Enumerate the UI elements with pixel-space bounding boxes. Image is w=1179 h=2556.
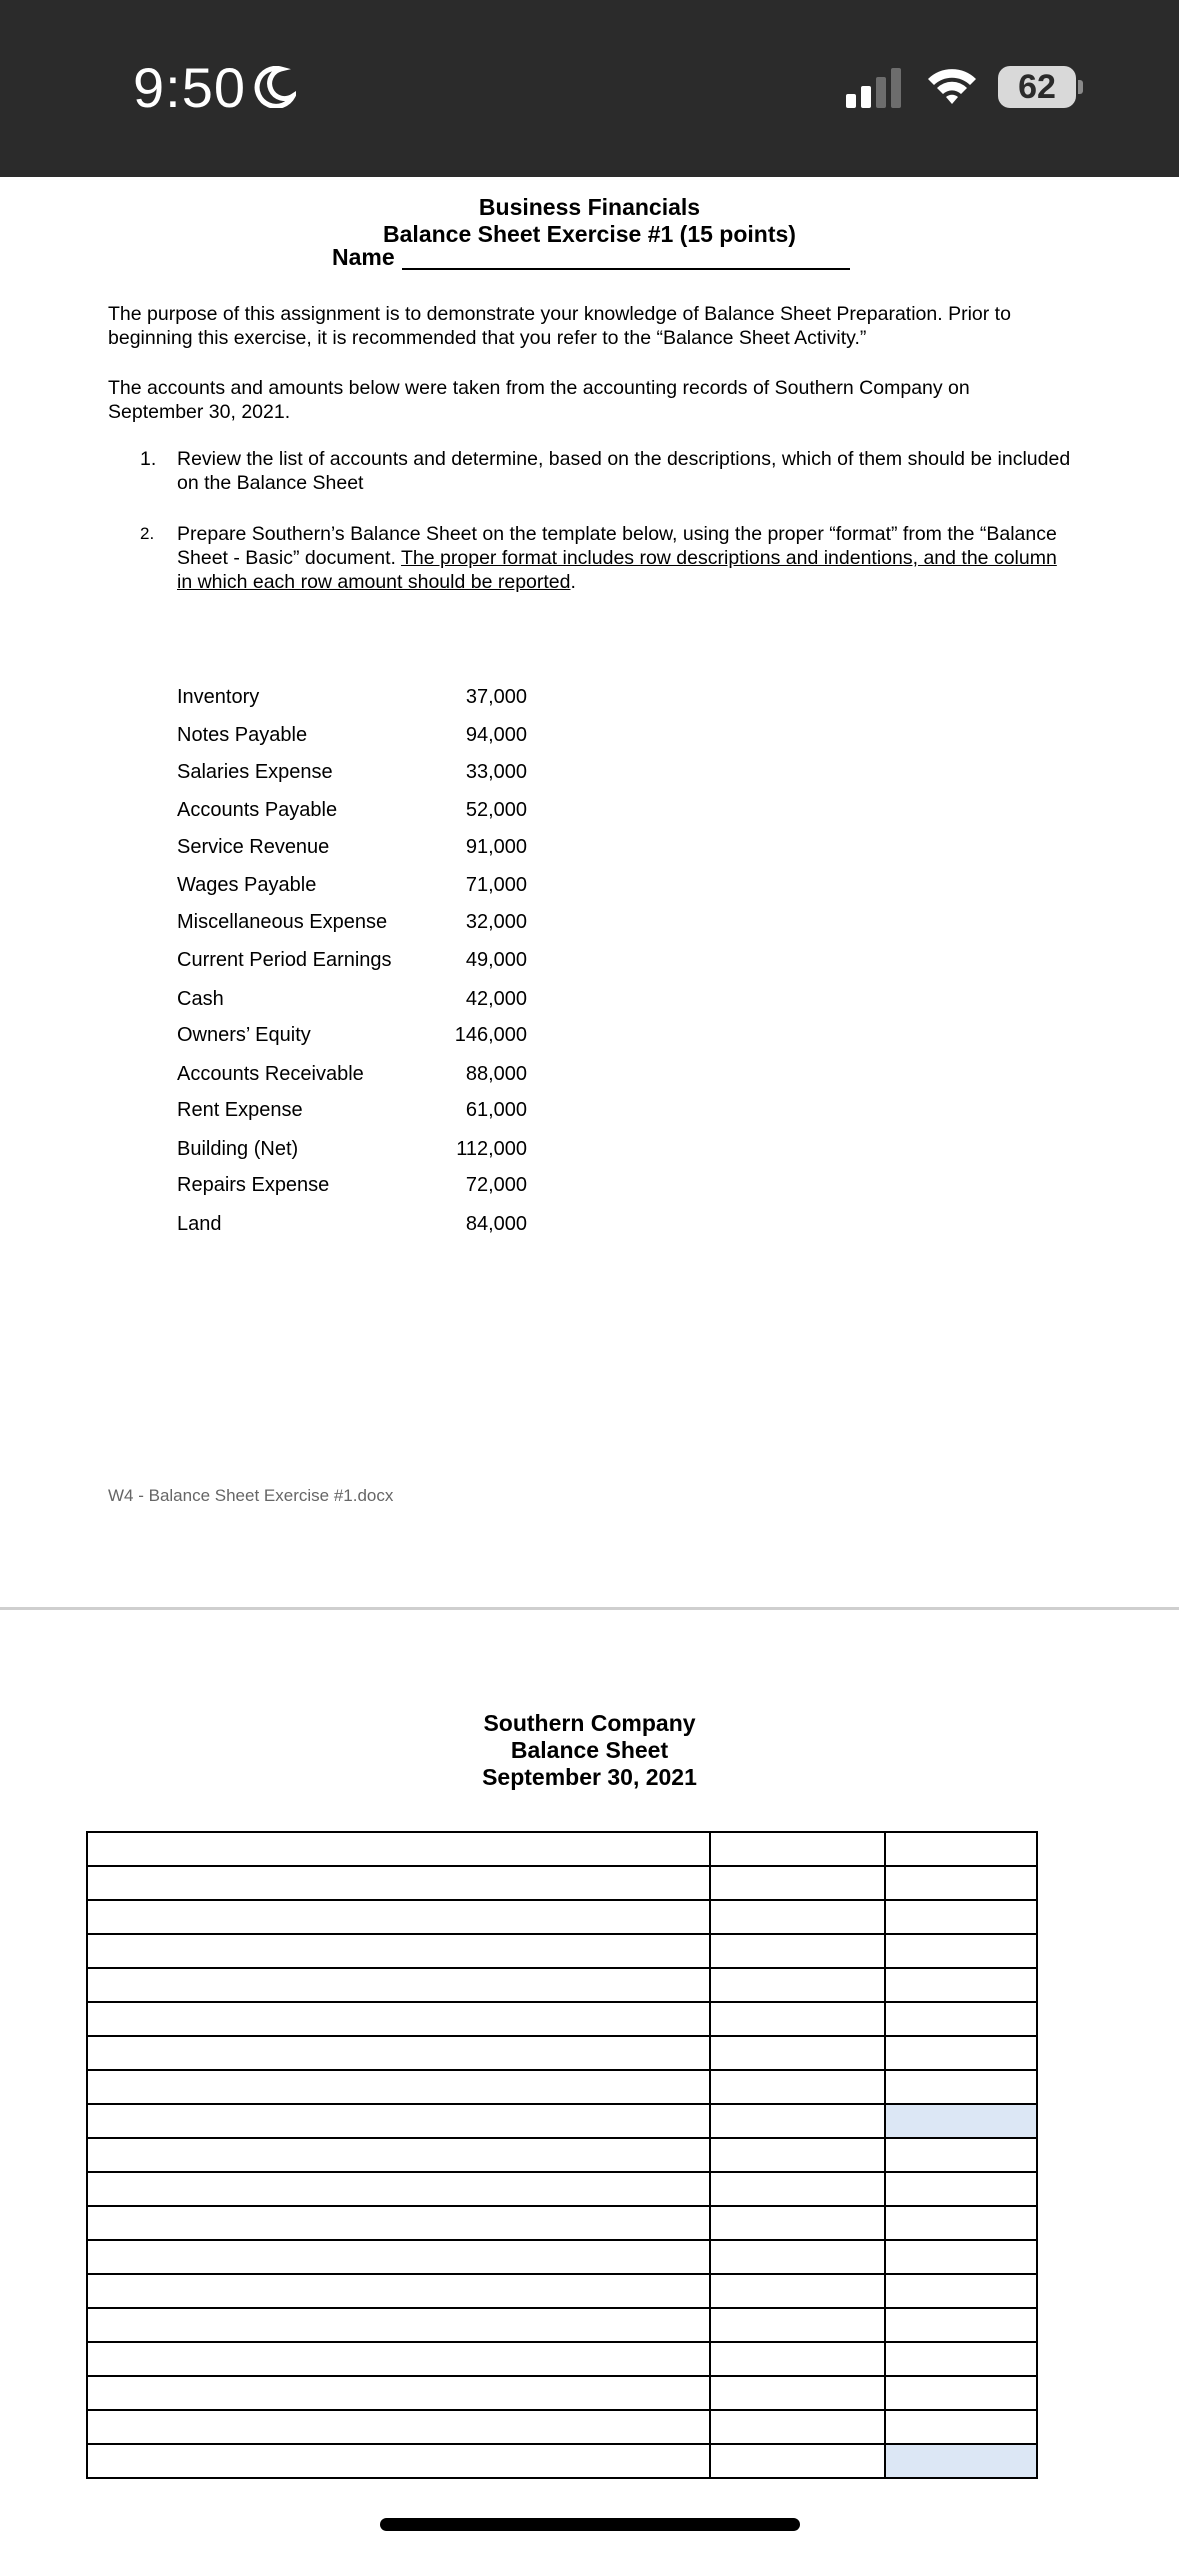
statement-title: Balance Sheet	[510, 1737, 669, 1763]
description-cell[interactable]	[87, 2206, 710, 2240]
account-row	[177, 761, 527, 791]
name-label: Name	[332, 244, 395, 270]
amount-cell[interactable]	[710, 2104, 884, 2138]
total-cell[interactable]	[885, 2104, 1037, 2138]
account-amount: 37,000	[465, 686, 527, 708]
account-amount: 71,000	[465, 874, 527, 896]
amount-cell[interactable]	[710, 1900, 884, 1934]
description-cell[interactable]	[87, 2104, 710, 2138]
amount-cell[interactable]	[710, 2138, 884, 2172]
battery-icon: 62	[998, 66, 1076, 108]
table-row	[87, 2308, 1037, 2342]
table-row	[87, 2036, 1037, 2070]
amount-cell[interactable]	[710, 2410, 884, 2444]
table-row	[87, 1968, 1037, 2002]
instruction-number: 1.	[140, 448, 157, 470]
description-cell[interactable]	[87, 2070, 710, 2104]
signal-icon	[846, 66, 902, 110]
instruction-text-end: .	[570, 571, 576, 593]
total-cell[interactable]	[885, 2206, 1037, 2240]
account-row	[177, 836, 527, 866]
table-row	[87, 2104, 1037, 2138]
amount-cell[interactable]	[710, 2172, 884, 2206]
account-name: Rent Expense	[177, 1099, 303, 1121]
amount-cell[interactable]	[710, 2444, 884, 2478]
page-separator	[0, 1607, 1179, 1610]
account-row	[177, 911, 527, 941]
table-row	[87, 2172, 1037, 2206]
footer-filename: W4 - Balance Sheet Exercise #1.docx	[108, 1486, 394, 1505]
description-cell[interactable]	[87, 1934, 710, 1968]
description-cell[interactable]	[87, 2036, 710, 2070]
description-cell[interactable]	[87, 2376, 710, 2410]
amount-cell[interactable]	[710, 2206, 884, 2240]
intro-paragraph: The purpose of this assignment is to demonstrate your knowledge of Balance Sheet Preparation. Prior to beginning this exercise, it is recommended that you refer to the “Balance Sheet Activity.”	[108, 303, 1011, 349]
home-indicator[interactable]	[380, 2518, 800, 2531]
amount-cell[interactable]	[710, 2070, 884, 2104]
account-row	[177, 724, 527, 754]
account-row	[177, 1099, 527, 1129]
description-cell[interactable]	[87, 2274, 710, 2308]
total-cell[interactable]	[885, 2172, 1037, 2206]
account-amount: 84,000	[465, 1213, 527, 1235]
description-cell[interactable]	[87, 2138, 710, 2172]
wifi-icon	[926, 64, 978, 108]
amount-cell[interactable]	[710, 1866, 884, 1900]
amount-cell[interactable]	[710, 1934, 884, 1968]
account-name: Repairs Expense	[177, 1174, 330, 1196]
account-name: Notes Payable	[177, 724, 308, 746]
amount-cell[interactable]	[710, 2376, 884, 2410]
total-cell[interactable]	[885, 2376, 1037, 2410]
table-row	[87, 2274, 1037, 2308]
account-amount: 33,000	[465, 761, 527, 783]
name-field-line[interactable]	[402, 268, 850, 270]
account-amount: 88,000	[465, 1063, 527, 1085]
amount-cell[interactable]	[710, 1968, 884, 2002]
account-name: Inventory	[177, 686, 260, 708]
moon-icon	[254, 66, 296, 108]
account-amount: 42,000	[465, 988, 527, 1010]
total-cell[interactable]	[885, 1832, 1037, 1866]
table-row	[87, 1900, 1037, 1934]
balance-sheet-header	[0, 1710, 1179, 1791]
description-cell[interactable]	[87, 2240, 710, 2274]
instruction-text-underlined: The proper format includes row descriptions and indentions, and the column in which each row amount should be reported	[177, 547, 1057, 593]
total-cell[interactable]	[885, 2410, 1037, 2444]
table-row	[87, 2206, 1037, 2240]
exercise-title: Balance Sheet Exercise #1 (15 points)	[383, 221, 796, 247]
account-name: Wages Payable	[177, 874, 317, 896]
account-row	[177, 686, 527, 716]
table-row	[87, 2138, 1037, 2172]
account-amount: 72,000	[465, 1174, 527, 1196]
instruction-text: Review the list of accounts and determine, based on the descriptions, which of them should be included on the Balance Sheet	[177, 448, 1071, 494]
table-row	[87, 2240, 1037, 2274]
account-name: Accounts Receivable	[177, 1063, 364, 1085]
account-name: Current Period Earnings	[177, 949, 392, 971]
description-cell[interactable]	[87, 1968, 710, 2002]
account-amount: 112,000	[456, 1138, 527, 1160]
description-cell[interactable]	[87, 1900, 710, 1934]
total-cell[interactable]	[885, 2342, 1037, 2376]
amount-cell[interactable]	[710, 2342, 884, 2376]
amount-cell[interactable]	[710, 2002, 884, 2036]
description-cell[interactable]	[87, 2444, 710, 2478]
account-row	[177, 1213, 527, 1243]
description-cell[interactable]	[87, 1832, 710, 1866]
account-amount: 32,000	[465, 911, 527, 933]
status-time: 9:50	[133, 56, 246, 119]
instruction-number: 2.	[140, 524, 155, 543]
total-cell[interactable]	[885, 1968, 1037, 2002]
amount-cell[interactable]	[710, 2036, 884, 2070]
table-row	[87, 1832, 1037, 1866]
total-cell[interactable]	[885, 1866, 1037, 1900]
description-cell[interactable]	[87, 2410, 710, 2444]
account-row	[177, 799, 527, 829]
total-cell[interactable]	[885, 1900, 1037, 1934]
course-title: Business Financials	[478, 194, 701, 220]
instruction-text-plain: Prepare Southern’s Balance Sheet on the template below, using the proper “format” from the “Balance Sheet - Basic” document.	[177, 523, 1057, 569]
description-cell[interactable]	[87, 1866, 710, 1900]
account-amount: 91,000	[465, 836, 527, 858]
total-cell[interactable]	[885, 2240, 1037, 2274]
total-cell[interactable]	[885, 2308, 1037, 2342]
account-name: Land	[177, 1213, 222, 1235]
account-row	[177, 949, 527, 979]
total-cell[interactable]	[885, 2444, 1037, 2478]
company-name: Southern Company	[483, 1710, 696, 1736]
status-bar	[0, 0, 1179, 177]
table-row	[87, 2376, 1037, 2410]
amount-cell[interactable]	[710, 2274, 884, 2308]
table-row	[87, 2444, 1037, 2478]
table-row	[87, 2410, 1037, 2444]
account-name: Owners’ Equity	[177, 1024, 311, 1046]
context-paragraph: The accounts and amounts below were taken from the accounting records of Southern Company on September 30, 2021.	[108, 377, 970, 423]
table-row	[87, 2002, 1037, 2036]
description-cell[interactable]	[87, 2342, 710, 2376]
total-cell[interactable]	[885, 2138, 1037, 2172]
account-name: Salaries Expense	[177, 761, 333, 783]
total-cell[interactable]	[885, 2002, 1037, 2036]
account-name: Service Revenue	[177, 836, 330, 858]
total-cell[interactable]	[885, 1934, 1037, 1968]
total-cell[interactable]	[885, 2036, 1037, 2070]
description-cell[interactable]	[87, 2308, 710, 2342]
account-amount: 52,000	[465, 799, 527, 821]
amount-cell[interactable]	[710, 2308, 884, 2342]
total-cell[interactable]	[885, 2274, 1037, 2308]
balance-sheet-template-table	[86, 1831, 1038, 2479]
account-amount: 94,000	[465, 724, 527, 746]
account-row	[177, 1024, 527, 1054]
document-header	[0, 194, 1179, 248]
account-row	[177, 1138, 527, 1168]
account-name: Accounts Payable	[177, 799, 338, 821]
battery-nub	[1078, 80, 1083, 94]
account-row	[177, 874, 527, 904]
account-amount: 49,000	[465, 949, 527, 971]
account-row	[177, 1174, 527, 1204]
account-name: Cash	[177, 988, 224, 1010]
account-amount: 146,000	[454, 1024, 527, 1046]
account-amount: 61,000	[465, 1099, 527, 1121]
account-name: Miscellaneous Expense	[177, 911, 388, 933]
amount-cell[interactable]	[710, 2240, 884, 2274]
table-row	[87, 1934, 1037, 1968]
account-row	[177, 988, 527, 1018]
table-row	[87, 2070, 1037, 2104]
account-name: Building (Net)	[177, 1138, 299, 1160]
description-cell[interactable]	[87, 2002, 710, 2036]
amount-cell[interactable]	[710, 1832, 884, 1866]
total-cell[interactable]	[885, 2070, 1037, 2104]
instruction-text	[177, 522, 1077, 594]
table-row	[87, 2342, 1037, 2376]
account-row	[177, 1063, 527, 1093]
description-cell[interactable]	[87, 2172, 710, 2206]
statement-date: September 30, 2021	[482, 1764, 697, 1790]
table-row	[87, 1866, 1037, 1900]
